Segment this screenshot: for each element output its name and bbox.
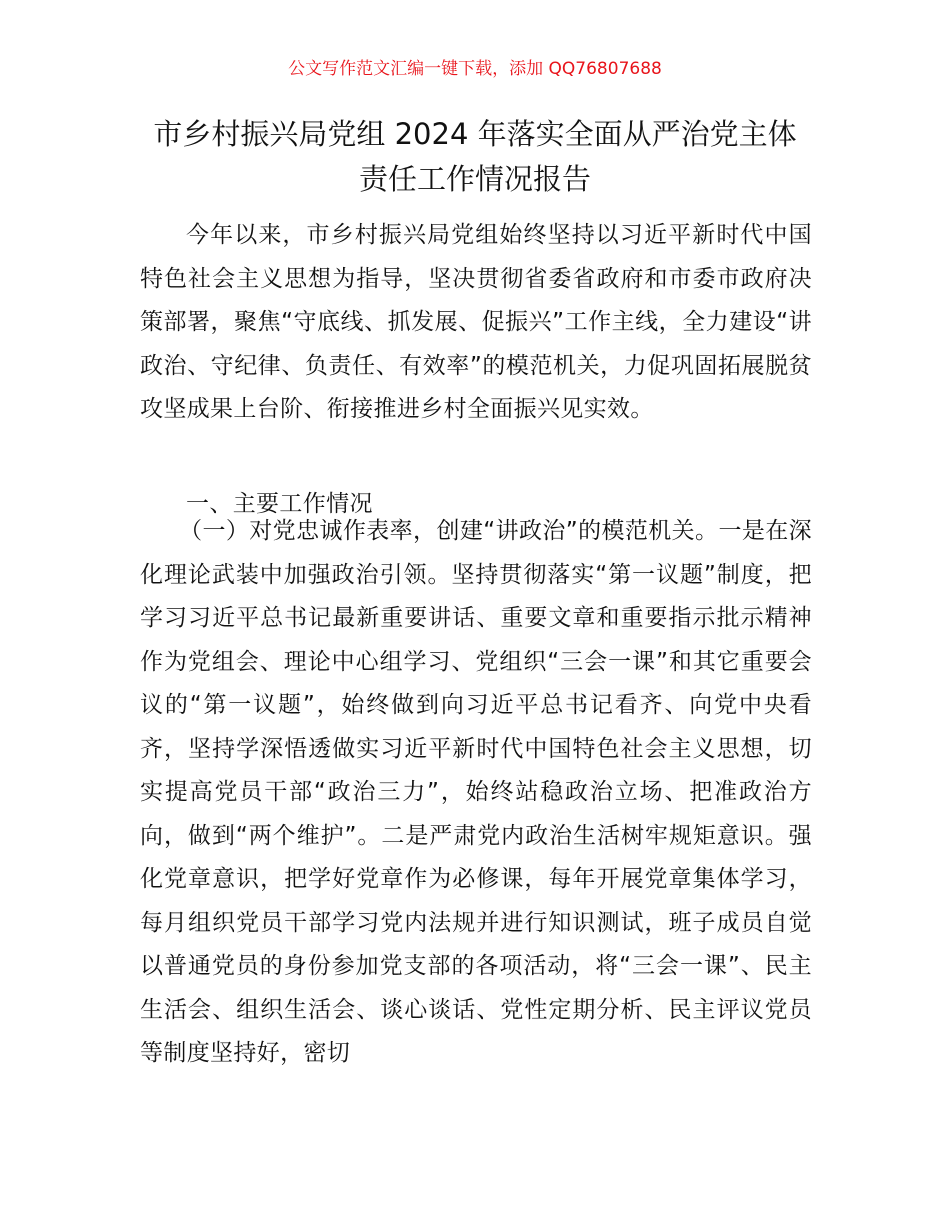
section-heading: 一、主要工作情况 <box>186 491 373 517</box>
intro-section <box>140 214 812 432</box>
section-paragraph: （一）对党忠诚作表率，创建“讲政治”的模范机关。一是在深化理论武装中加强政治引领。坚持贯彻落实“第一议题”制度，把学习习近平总书记最新重要讲话、重要文章和重要指示批示精神作为党组会、理论中心组学习、党组织“三会一课”和其它重要会议的“第一议题”，始终做到向习近平总书记看齐、向党中央看齐，坚持学深悟透做实习近平新时代中国特色社会主义思想，切实提高党员干部“政治三力”，始终站稳政治立场、把准政治方向，做到“两个维护”。二是严肃党内政治生活树牢规矩意识。强化党章意识，把学好党章作为必修课，每年开展党章集体学习，每月组织党员干部学习党内法规并进行知识测试，班子成员自觉以普通党员的身份参加党支部的各项活动，将“三会一课”、民主生活会、组织生活会、谈心谈话、党性定期分析、民主评议党员等制度坚持好，密切 <box>140 518 812 1066</box>
intro-paragraph: 今年以来，市乡村振兴局党组始终坚持以习近平新时代中国特色社会主义思想为指导，坚决贯彻省委省政府和市委市政府决策部署，聚焦“守底线、抓发展、促振兴”工作主线，全力建设“讲政治、守纪律、负责任、有效率”的模范机关，力促巩固拓展脱贫攻坚成果上台阶、衔接推进乡村全面振兴见实效。 <box>140 222 812 422</box>
download-banner: 公文写作范文汇编一键下载，添加 QQ76807688 <box>288 59 662 79</box>
document-title: 市乡村振兴局党组 2024 年落实全面从严治党主体责任工作情况报告 <box>153 117 797 196</box>
section-body <box>140 510 812 1076</box>
